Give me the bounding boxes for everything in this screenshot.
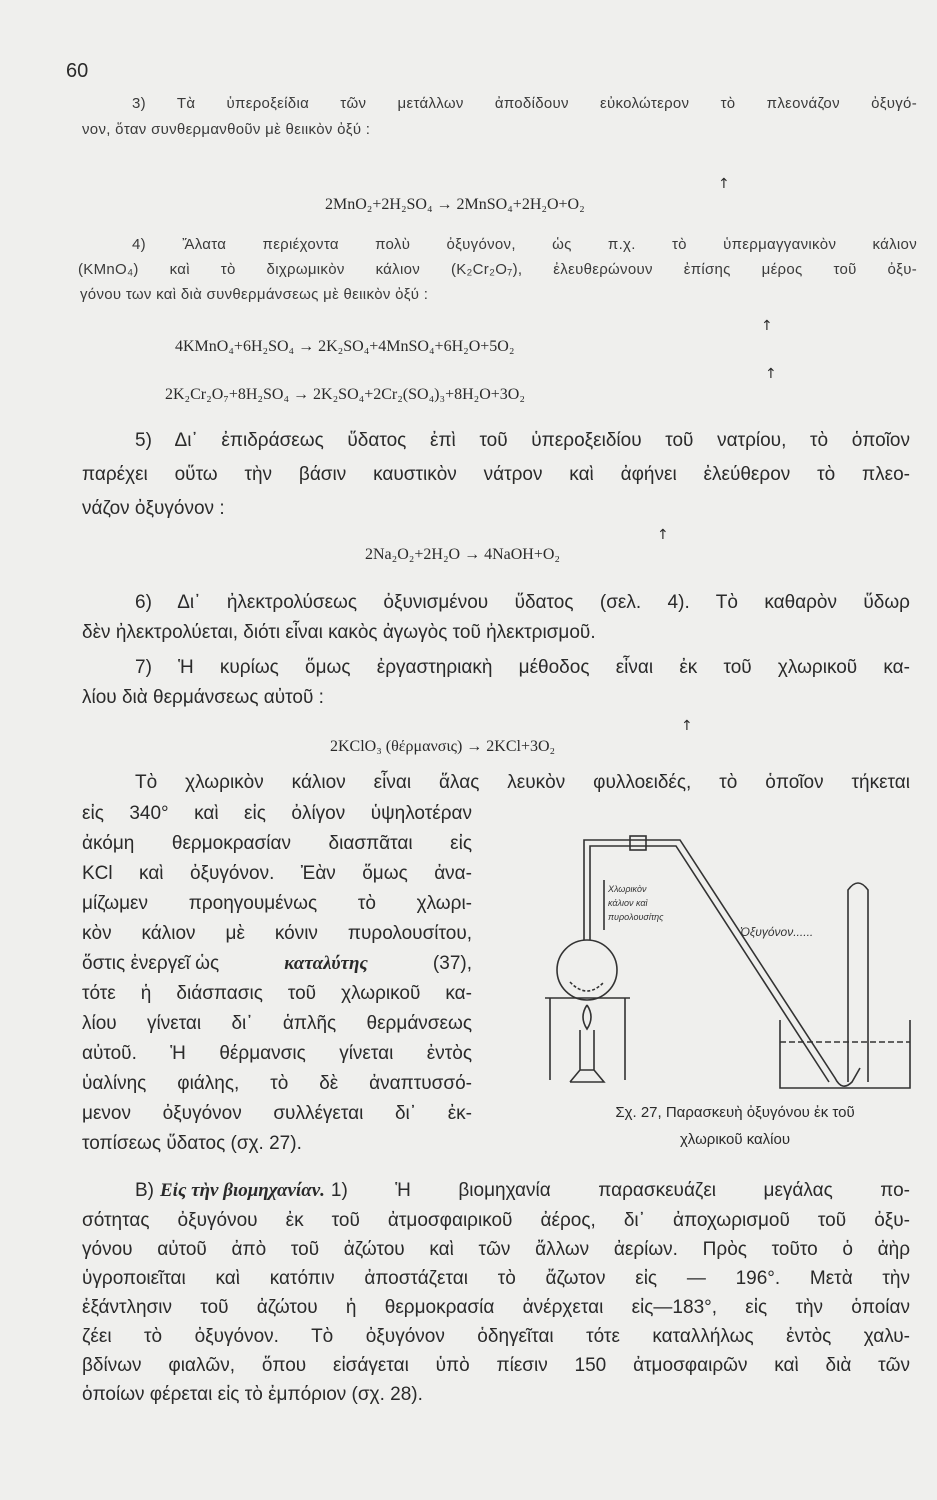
equation-1: 2MnO₂+2H₂SO₄ → 2MnSO₄+2H₂O+O₂ xyxy=(325,196,585,213)
gas-arrow-icon: ↑ xyxy=(681,718,693,734)
paragraph-6-line: 6) Δι᾽ ἠλεκτρολύσεως ὀξυνισμένου ὕδατος (σελ. 4). Τὸ καθαρὸν ὕδωρ xyxy=(135,592,910,613)
paragraph-8-line: κὸν κάλιον μὲ κόνιν πυρολουσίτου, xyxy=(82,923,472,944)
gas-arrow-icon: ↑ xyxy=(761,318,773,334)
reference: (37), xyxy=(432,953,472,974)
paragraph-5-line: 5) Δι᾽ ἐπιδράσεως ὕδατος ἐπὶ τοῦ ὑπεροξειδίου τοῦ νατρίου, τὸ ὁποῖον xyxy=(135,430,910,451)
section-b-line: ζέει τὸ ὀξυγόνον. Τὸ ὀξυγόνον ὁδηγεῖται τότε καταλλήλως ἐντὸς χαλυ- xyxy=(82,1326,910,1347)
paragraph-8-line: εἰς 340° καὶ εἰς ὀλίγον ὑψηλοτέραν xyxy=(82,803,472,824)
paragraph-5-line: νάζον ὀξυγόνον : xyxy=(82,498,225,519)
gas-arrow-icon: ↑ xyxy=(657,527,669,543)
equation-4: 2Na₂O₂+2H₂O → 4NaOH+O₂ xyxy=(365,546,560,563)
oxygen-apparatus-figure xyxy=(530,820,920,1090)
paragraph-8-line: τότε ἡ διάσπασις τοῦ χλωρικοῦ κα- xyxy=(82,983,472,1004)
stand-and-burner xyxy=(545,998,630,1082)
flask-label: κάλιον καὶ xyxy=(608,898,648,908)
section-b-line: ὁποίων φέρεται εἰς τὸ ἐμπόριον (σχ. 28). xyxy=(82,1384,423,1405)
section-b-line: ὑγροποιεῖται καὶ κατόπιν ἀποστάζεται τὸ ἄζωτον εἰς — 196°. Μετὰ τὴν xyxy=(82,1268,910,1289)
paragraph-8-line xyxy=(82,953,472,975)
section-b-line: βδίνων φιαλῶν, ὅπου εἰσάγεται ὑπὸ πίεσιν 150 ἀτμοσφαιρῶν καὶ διὰ τῶν xyxy=(82,1355,910,1376)
paragraph-8-line: ὑαλίνης φιάλης, τὸ δὲ ἀναπτυσσό- xyxy=(82,1073,472,1094)
bold-term: καταλύτης xyxy=(284,953,368,974)
paragraph-8-line: KCl καὶ ὀξυγόνον. Ἐὰν ὅμως ἀνα- xyxy=(82,863,472,884)
flask xyxy=(557,940,617,1000)
equation-5: 2KClO₃ (θέρμανσις) → 2KCl+3O₂ xyxy=(330,738,556,755)
flask-label: πυρολουσίτης xyxy=(608,912,664,922)
page-number: 60 xyxy=(66,60,89,82)
section-marker: B) xyxy=(135,1180,154,1201)
gas-label: Ὀξυγόνον...... xyxy=(740,925,814,939)
text: 1) Ἡ βιομηχανία παρασκευάζει μεγάλας πο- xyxy=(330,1180,910,1201)
section-b-line: σότητας ὀξυγόνου ἐκ τοῦ ἀτμοσφαιρικοῦ ἀέρος, δι᾽ ἀποχωρισμοῦ τοῦ ὀξυ- xyxy=(82,1210,910,1231)
paragraph-8-line: Τὸ χλωρικὸν κάλιον εἶναι ἅλας λευκὸν φυλλοειδές, τὸ ὁποῖον τήκεται xyxy=(135,772,910,793)
section-b-line: γόνου αὐτοῦ ἀπὸ τοῦ ἀζώτου καὶ τῶν ἄλλων ἀερίων. Πρὸς τοῦτο ὁ ἀὴρ xyxy=(82,1239,910,1260)
figure-caption: χλωρικοῦ καλίου xyxy=(679,1131,791,1148)
paragraph-8-line: μενον ὀξυγόνον συλλέγεται δι᾽ ἐκ- xyxy=(82,1103,472,1124)
section-b-line xyxy=(135,1180,910,1202)
paragraph-4-line: (KMnO₄) καὶ τὸ διχρωμικὸν κάλιον (K₂Cr₂O₇), ἐλευθερώνουν ἐπίσης μέρος τοῦ ὀξυ- xyxy=(78,261,917,278)
figure-caption: Σχ. 27, Παρασκευὴ ὀξυγόνου ἐκ τοῦ xyxy=(615,1104,855,1121)
paragraph-4-line: γόνου των καὶ διὰ συνθερμάνσεως μὲ θειικὸν ὀξύ : xyxy=(80,286,429,303)
paragraph-8-line: λίου γίνεται δι᾽ ἁπλῆς θερμάνσεως xyxy=(82,1013,472,1034)
paragraph-3-line: νον, ὅταν συνθερμανθοῦν μὲ θειικὸν ὀξύ : xyxy=(82,121,371,138)
paragraph-8-line: αὐτοῦ. Ἡ θέρμανσις γίνεται ἐντὸς xyxy=(82,1043,472,1064)
paragraph-8-line: τοπίσεως ὕδατος (σχ. 27). xyxy=(82,1133,302,1154)
paragraph-4-line: 4) Ἄλατα περιέχοντα πολὺ ὀξυγόνον, ὡς π.χ. τὸ ὑπερμαγγανικὸν κάλιον xyxy=(132,236,917,253)
flask-label: Χλωρικὸν xyxy=(608,884,647,894)
paragraph-3-line: 3) Τὰ ὑπεροξείδια τῶν μετάλλων ἀποδίδουν εὐκολώτερον τὸ πλεονάζον ὀξυγό- xyxy=(132,95,917,112)
paragraph-7-line: 7) Ἡ κυρίως ὅμως ἐργαστηριακὴ μέθοδος εἶναι ἐκ τοῦ χλωρικοῦ κα- xyxy=(135,657,910,678)
section-heading: Εἰς τὴν βιομηχανίαν. xyxy=(160,1180,325,1201)
text: ὅστις ἐνεργεῖ ὡς xyxy=(82,953,220,974)
paragraph-7-line: λίου διὰ θερμάνσεως αὐτοῦ : xyxy=(82,687,324,708)
paragraph-8-line: ἀκόμη θερμοκρασίαν διασπᾶται εἰς xyxy=(82,833,472,854)
equation-2: 4KMnO₄+6H₂SO₄ → 2K₂SO₄+4MnSO₄+6H₂O+5O₂ xyxy=(175,338,515,355)
paragraph-8-line: μίζωμεν προηγουμένως τὸ χλωρι- xyxy=(82,893,472,914)
paragraph-6-line: δὲν ἠλεκτρολύεται, διότι εἶναι κακὸς ἀγωγὸς τοῦ ἠλεκτρισμοῦ. xyxy=(82,622,596,643)
paragraph-5-line: παρέχει οὕτω τὴν βάσιν καυστικὸν νάτρον καὶ ἀφήνει ἐλεύθερον τὸ πλεο- xyxy=(82,464,910,485)
water-trough xyxy=(780,1020,910,1088)
collection-tube xyxy=(848,883,868,1082)
equation-3: 2K₂Cr₂O₇+8H₂SO₄ → 2K₂SO₄+2Cr₂(SO₄)₃+8H₂O+3O₂ xyxy=(165,386,525,403)
gas-arrow-icon: ↑ xyxy=(718,176,730,192)
gas-arrow-icon: ↑ xyxy=(765,366,777,382)
section-b-line: ἐξάντλησιν τοῦ ἀζώτου ἡ θερμοκρασία ἀνέρχεται εἰς—183°, εἰς τὴν ὁποίαν xyxy=(82,1297,910,1318)
